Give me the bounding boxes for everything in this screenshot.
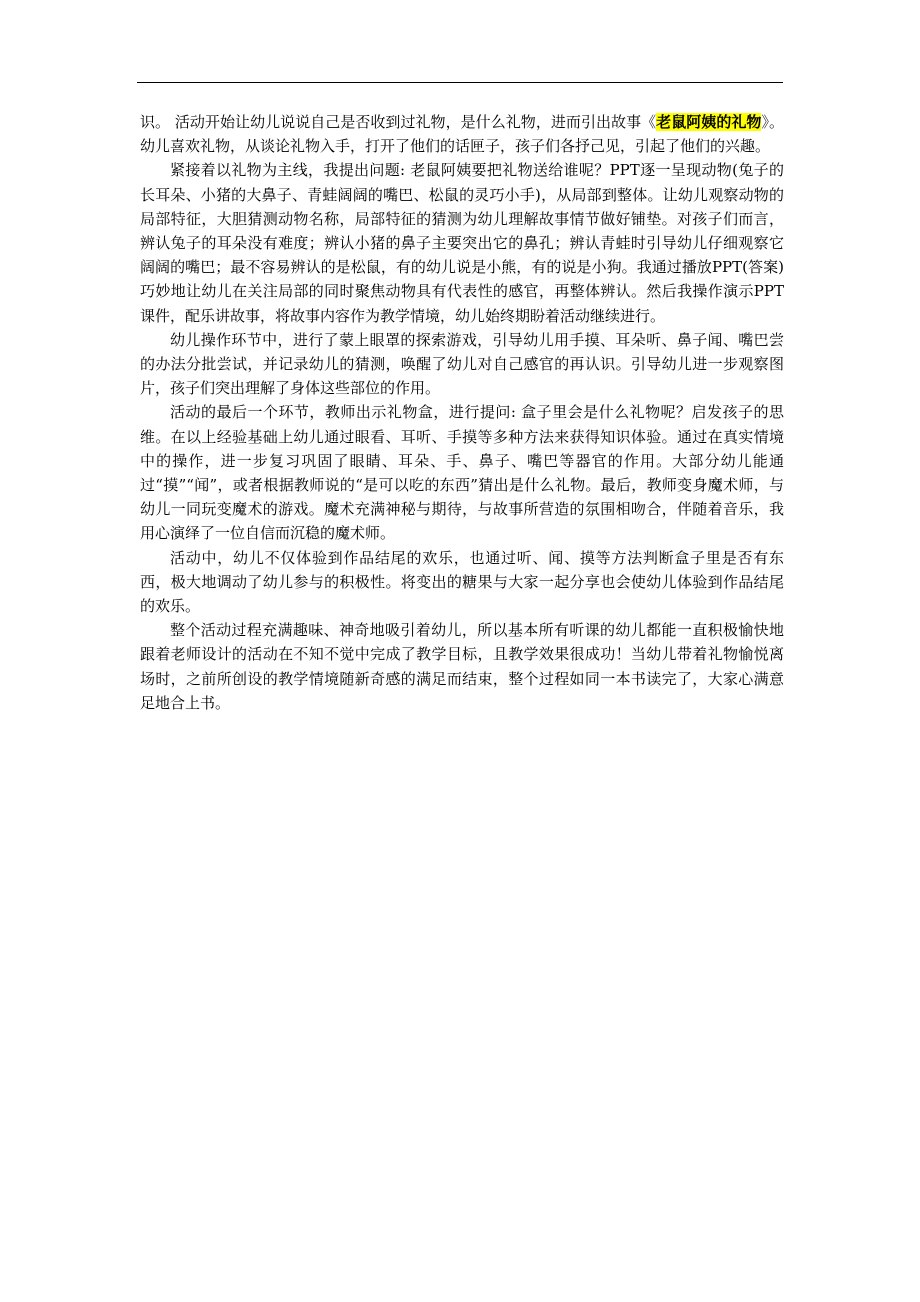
header-rule bbox=[137, 82, 783, 83]
document-body bbox=[140, 110, 784, 715]
paragraph-conclusion: 整个活动过程充满趣味、神奇地吸引着幼儿，所以基本所有听课的幼儿都能一直积极愉快地跟着老师设计的活动在不知不觉中完成了教学目标，且教学效果很成功！当幼儿带着礼物愉悦离场时，之前所创设的教学情境随新奇感的满足而结束，整个过程如同一本书读完了，大家心满意足地合上书。 bbox=[140, 621, 784, 712]
paragraph-gift-box: 活动的最后一个环节，教师出示礼物盒，进行提问: 盒子里会是什么礼物呢？启发孩子的思维。在以上经验基础上幼儿通过眼看、耳听、手摸等多种方法来获得知识体验。通过在真实情境中的操作，进一步复习巩固了眼睛、耳朵、手、鼻子、嘴巴等器官的作用。大部分幼儿能通过“摸”“闻”，或者根据教师说的“是可以吃的东西”猜出是什么礼物。最后，教师变身魔术师，与幼儿一同玩变魔术的游戏。魔术充满神秘与期待，与故事所营造的氛围相吻合，伴随着音乐，我用心演绎了一位自信而沉稳的魔术师。 bbox=[140, 403, 784, 543]
paragraph-ppt-animals: 紧接着以礼物为主线，我提出问题: 老鼠阿姨要把礼物送给谁呢？PPT逐一呈现动物(兔子的长耳朵、小猪的大鼻子、青蛙阔阔的嘴巴、松鼠的灵巧小手)，从局部到整体。让幼儿观察动物的局部特征，大胆猜测动物名称，局部特征的猜测为幼儿理解故事情节做好铺垫。对孩子们而言，辨认兔子的耳朵没有难度；辨认小猪的鼻子主要突出它的鼻孔；辨认青蛙时引导幼儿仔细观察它阔阔的嘴巴；最不容易辨认的是松鼠，有的幼儿说是小熊，有的说是小狗。我通过播放PPT(答案)巧妙地让幼儿在关注局部的同时聚焦动物具有代表性的感官，再整体辨认。然后我操作演示PPT课件，配乐讲故事，将故事内容作为教学情境，幼儿始终期盼着活动继续进行。 bbox=[140, 161, 784, 325]
highlighted-story-title: 老鼠阿姨的礼物 bbox=[656, 113, 762, 131]
paragraph-intro-text-after: 》。幼儿喜欢礼物，从谈论礼物入手，打开了他们的话匣子，孩子们各抒己见，引起了他们的兴趣。 bbox=[140, 113, 784, 156]
paragraph-operation: 幼儿操作环节中，进行了蒙上眼罩的探索游戏，引导幼儿用手摸、耳朵听、鼻子闻、嘴巴尝的办法分批尝试，并记录幼儿的猜测，唤醒了幼儿对自己感官的再认识。引导幼儿进一步观察图片，孩子们突出理解了身体这些部位的作用。 bbox=[140, 330, 784, 398]
paragraph-intro bbox=[140, 110, 784, 158]
paragraph-intro-text-before: 识。 活动开始让幼儿说说自己是否收到过礼物，是什么礼物，进而引出故事《 bbox=[140, 113, 657, 131]
paragraph-activity-summary: 活动中，幼儿不仅体验到作品结尾的欢乐，也通过听、闻、摸等方法判断盒子里是否有东西，极大地调动了幼儿参与的积极性。将变出的糖果与大家一起分享也会使幼儿体验到作品结尾的欢乐。 bbox=[140, 548, 784, 616]
